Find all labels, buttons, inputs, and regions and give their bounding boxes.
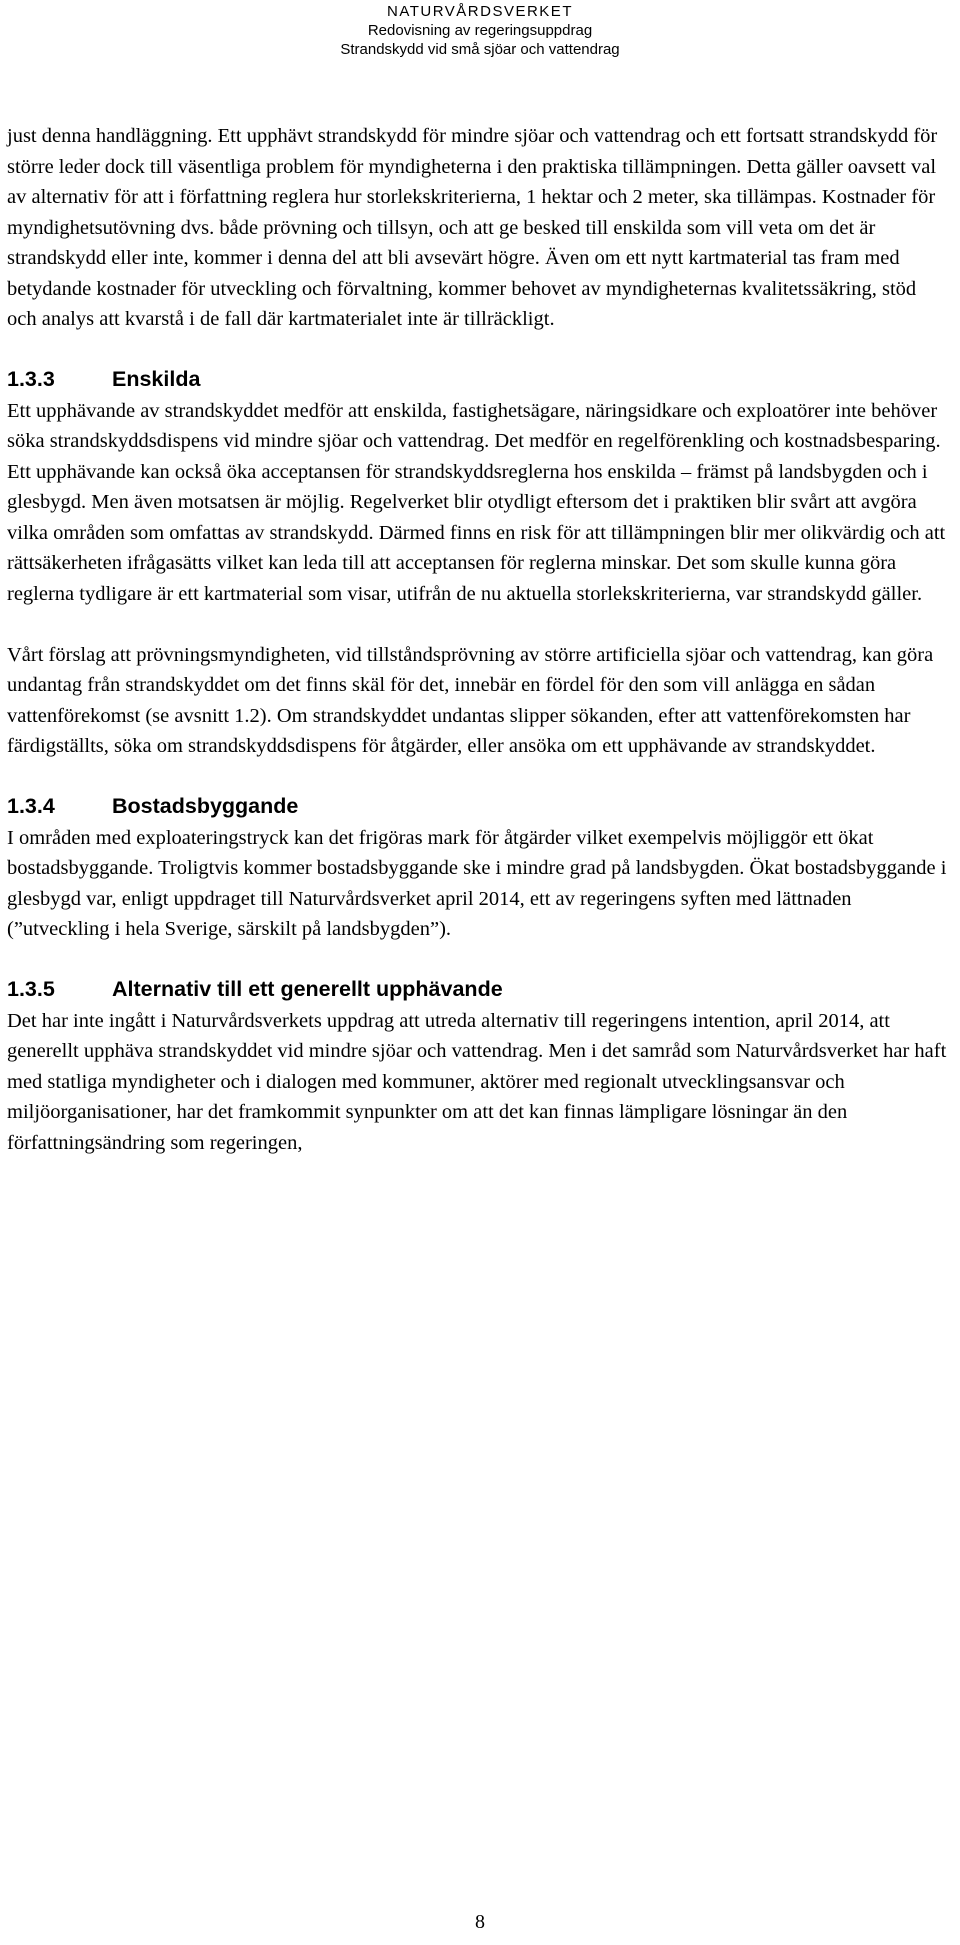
paragraph-continuation: just denna handläggning. Ett upphävt strandskydd för mindre sjöar och vattendrag och ett fortsatt strandskydd för större leder dock till väsentliga problem för myndigheterna i den praktiska tillämpningen. Detta gäller oavsett val av alternativ för att i författning reglera hur storlekskriterierna, 1 hektar och 2 meter, ska tillämpas. Kostnader för myndighetsutövning dvs. både prövning och tillsyn, och att ge besked till enskilda som vill veta om det är strandskydd eller inte, kommer i denna del att bli avsevärt högre. Även om ett nytt kartmaterial tas fram med betydande kostnader för utveckling och förvaltning, kommer behovet av myndigheternas kvalitetssäkring, stöd och analys att kvarstå i de fall där kartmaterialet inte är tillräckligt. <box>7 125 938 330</box>
page-header <box>0 2 960 59</box>
section-number: 1.3.4 <box>7 793 55 818</box>
section-title: Enskilda <box>112 366 201 391</box>
paragraph-alternativ: Det har inte ingått i Naturvårdsverkets uppdrag att utreda alternativ till regeringens intention, april 2014, att generellt upphäva strandskyddet vid mindre sjöar och vattendrag. Men i det samråd som Naturvårdsverket har haft med statliga myndigheter och i dialogen med kommuner, aktörer med regionalt utvecklingsansvar och miljöorganisationer, har det framkommit synpunkter om att det kan finnas lämpligare lösningar än den författningsändring som regeringen, <box>7 1009 947 1154</box>
section-title: Bostadsbyggande <box>112 793 299 818</box>
paragraph-bostadsbyggande: I områden med exploateringstryck kan det frigöras mark för åtgärder vilket exempelvis möjliggör ett ökat bostadsbyggande. Troligtvis kommer bostadsbyggande ske i mindre grad på landsbygden. Ökat bostadsbyggande i glesbygd var, enligt uppdraget till Naturvårdsverket april 2014, ett av regeringens syften med lättnaden (”utveckling i hela Sverige, särskilt på landsbygden”). <box>7 826 947 940</box>
document-body <box>7 121 947 1158</box>
header-report-title: Strandskydd vid små sjöar och vattendrag <box>340 41 620 58</box>
section-number: 1.3.3 <box>7 366 55 391</box>
section-title: Alternativ till ett generellt upphävande <box>112 976 503 1001</box>
paragraph-forslag: Vårt förslag att prövningsmyndigheten, vid tillståndsprövning av större artificiella sjöar och vattendrag, kan göra undantag från strandskyddet om det finns skäl för det, innebär en fördel för den som vill anlägga en sådan vattenförekomst (se avsnitt 1.2). Om strandskyddet undantas slipper sökanden, efter att vattenförekomsten har färdigställts, söka om strandskyddsdispens för åtgärder, eller ansöka om ett upphävande av strandskyddet. <box>7 643 934 757</box>
section-heading-bostadsbyggande <box>7 791 947 823</box>
page-number: 8 <box>475 1911 485 1933</box>
section-heading-alternativ <box>7 974 947 1006</box>
header-organization: NATURVÅRDSVERKET <box>387 3 573 20</box>
header-report-type: Redovisning av regeringsuppdrag <box>367 22 593 39</box>
section-number: 1.3.5 <box>7 976 55 1001</box>
section-heading-enskilda <box>7 364 947 396</box>
paragraph-enskilda: Ett upphävande av strandskyddet medför att enskilda, fastighetsägare, näringsidkare och exploatörer inte behöver söka strandskyddsdispens vid mindre sjöar och vattendrag. Det medför en regelförenkling och kostnadsbesparing. Ett upphävande kan också öka acceptansen för strandskyddsreglerna hos enskilda – främst på landsbygden och i glesbygd. Men även motsatsen är möjlig. Regelverket blir otydligt eftersom det i praktiken blir svårt att avgöra vilka områden som omfattas av strandskydd. Därmed finns en risk för att tillämpningen blir mer olikvärdig och att rättsäkerheten ifrågasätts vilket kan leda till att acceptansen för reglerna minskar. Det som skulle kunna göra reglerna tydligare är ett kartmaterial som visar, utifrån de nu aktuella storlekskriterierna, var strandskydd gäller. <box>7 399 946 605</box>
